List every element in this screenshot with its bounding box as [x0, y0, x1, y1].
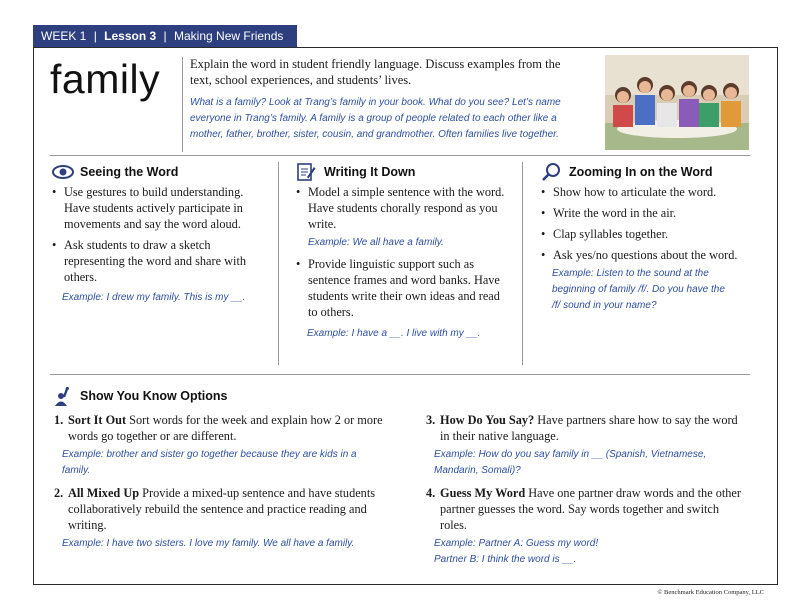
- list-item: • Write the word in the air.: [541, 205, 756, 221]
- option-example: Example: brother and sister go together because they are kids in a family.: [62, 449, 357, 476]
- writing-example-1: Example: We all have a family.: [308, 237, 444, 248]
- eye-icon: [52, 162, 72, 182]
- intro-example: What is a family? Look at Trang’s family in your book. What do you see? Let’s name everyone in Trang’s family. A family is a group of people related to each other like a mother, father, brother, sister, cousin, and grandmother. Often families live together.: [190, 97, 561, 140]
- list-item: • Provide linguistic support such as sentence frames and word banks. Have students write their own ideas and read to others.: [296, 256, 508, 320]
- writing-example-2: Example: I have a __. I live with my __.: [307, 328, 481, 339]
- show-you-know-title: Show You Know Options: [52, 386, 227, 406]
- copyright-footer: © Benchmark Education Company, LLC: [657, 589, 764, 596]
- option-example: Example: I have two sisters. I love my family. We all have a family.: [62, 538, 355, 549]
- top-divider: [50, 155, 750, 156]
- list-item: • Show how to articulate the word.: [541, 184, 756, 200]
- option-item: 2. All Mixed Up Provide a mixed-up sentence and have students collaboratively rebuild the sentence and practice reading and writing. Example: I have two sisters. I love my family. We all have a family.: [54, 485, 384, 552]
- list-item: • Model a simple sentence with the word. Have students chorally respond as you write. Example: We all have a family.: [296, 184, 508, 251]
- list-item: • Use gestures to build understanding. Have students actively participate in movements and say the word aloud.: [52, 184, 267, 232]
- zooming-title: Zooming In on the Word: [541, 162, 713, 182]
- magnifier-icon: [541, 162, 561, 182]
- col-divider-1: [278, 162, 279, 365]
- week-label: WEEK 1: [41, 29, 87, 43]
- option-item: 4. Guess My Word Have one partner draw words and the other partner guesses the word. Say words together and switch roles. Example: Partner A: Guess my word! Partner B: I think the word is __.: [426, 485, 744, 568]
- seeing-example: Example: I drew my family. This is my __.: [62, 292, 246, 303]
- list-item: • Ask students to draw a sketch representing the word and share with others.: [52, 237, 267, 285]
- list-item: • Ask yes/no questions about the word.: [541, 247, 756, 263]
- bottom-divider: [50, 374, 750, 375]
- vocabulary-word: family: [50, 56, 161, 102]
- person-raising-hand-icon: [52, 386, 72, 406]
- writing-title: Writing It Down: [296, 162, 415, 182]
- option-example: Example: How do you say family in __ (Spanish, Vietnamese, Mandarin, Somali)?: [434, 449, 707, 476]
- option-item: 3. How Do You Say? Have partners share how to say the word in their native language. Example: How do you say family in __ (Spanish, Vietnamese, Mandarin, Somali)?: [426, 412, 744, 479]
- seeing-title: Seeing the Word: [52, 162, 178, 182]
- notepad-pencil-icon: [296, 162, 316, 182]
- lesson-label: Lesson 3: [104, 29, 157, 43]
- lesson-header-tab: WEEK 1 | Lesson 3 | Making New Friends: [33, 25, 297, 47]
- option-item: 1. Sort It Out Sort words for the week and explain how 2 or more words go together or are different. Example: brother and sister go together because they are kids in a family.: [54, 412, 384, 479]
- zooming-example: Example: Listen to the sound at the beginning of family /f/. Do you have the /f/ sound in your name?: [552, 268, 725, 311]
- family-photo: [605, 55, 749, 150]
- option-example: Example: Partner A: Guess my word! Partner B: I think the word is __.: [434, 538, 599, 565]
- topic-label: Making New Friends: [174, 29, 284, 43]
- col-divider-2: [522, 162, 523, 365]
- writing-bullets: [296, 184, 508, 325]
- intro-instruction: Explain the word in student friendly language. Discuss examples from the text, school experiences, and students’ lives.: [190, 57, 561, 87]
- seeing-bullets: [52, 184, 267, 290]
- zooming-bullets: [541, 184, 756, 268]
- word-divider: [182, 57, 183, 152]
- options-right: [426, 412, 744, 568]
- list-item: • Clap syllables together.: [541, 226, 756, 242]
- options-left: [54, 412, 384, 552]
